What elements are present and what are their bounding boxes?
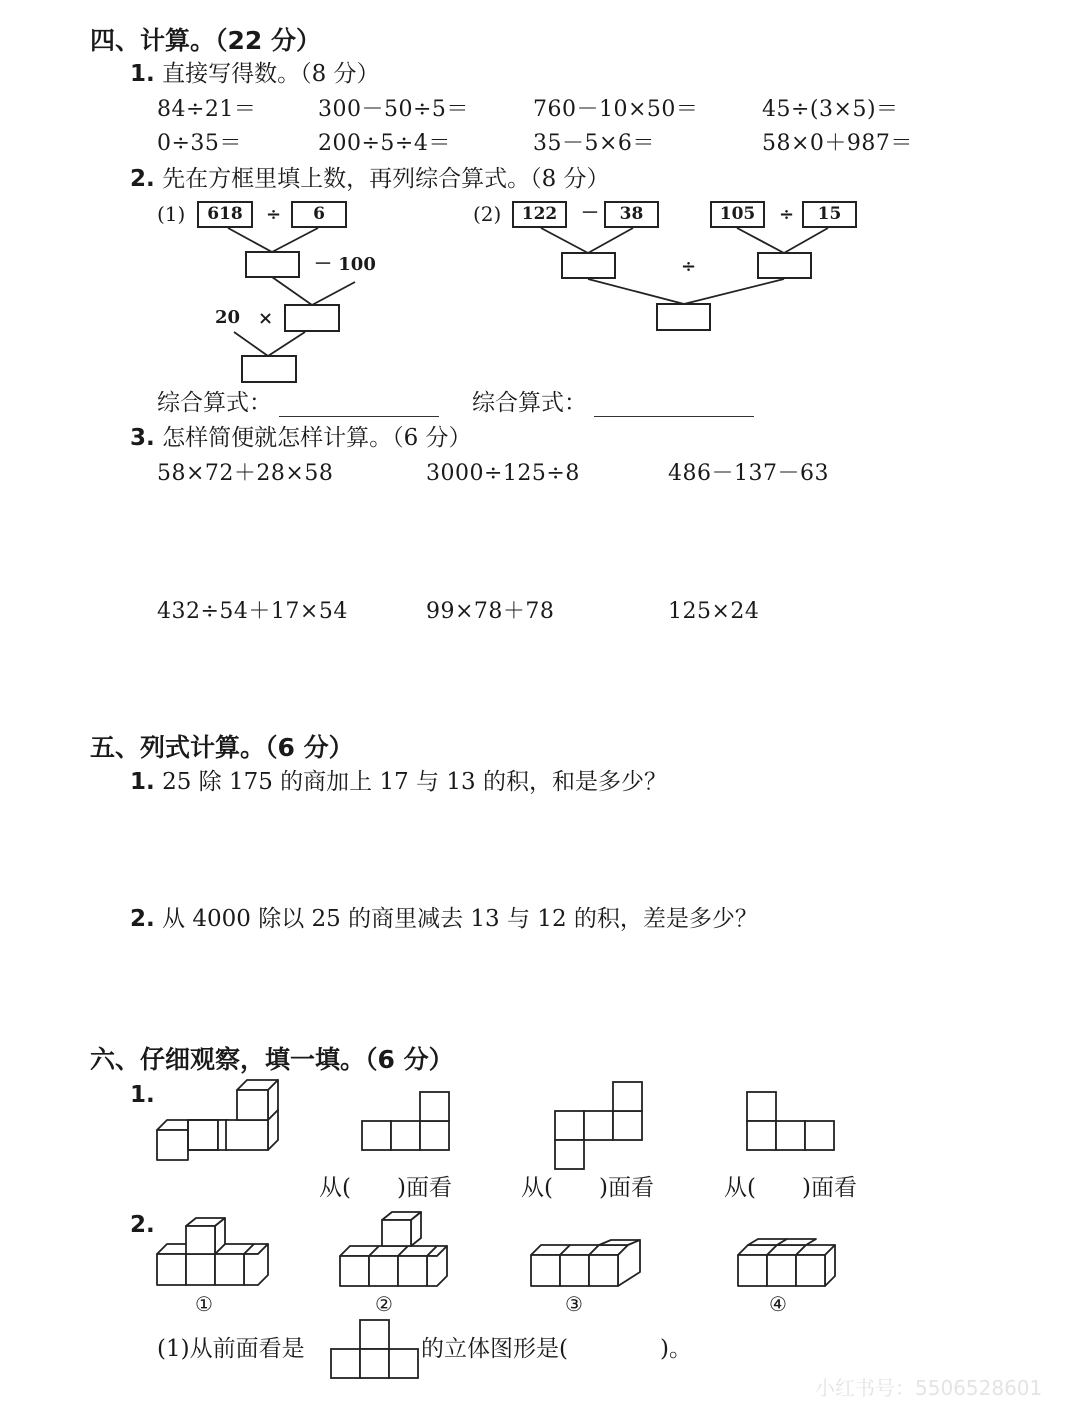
figure-label-3: ③ — [565, 1292, 583, 1316]
q6-2-number: 2. — [130, 1212, 155, 1238]
number-20: 20 — [215, 307, 241, 328]
box-105: 105 — [710, 201, 765, 228]
section-5-title: 五、列式计算。（6 分） — [90, 733, 354, 762]
q4-3-title: 怎样简便就怎样计算。（6 分） — [162, 425, 472, 451]
multiply-operator: × — [258, 308, 274, 329]
q6-1-number: 1. — [130, 1082, 155, 1108]
box-6: 6 — [291, 201, 347, 228]
q6-2-sub1-prefix: (1)从前面看是 — [157, 1336, 305, 1362]
view-label-2: 从( )面看 — [521, 1175, 654, 1201]
simplify-calc-item: 486－137－63 — [668, 461, 829, 486]
oral-calc-item: 35－5×6＝ — [533, 131, 655, 156]
q5-2-text: 从 4000 除以 25 的商里减去 13 与 12 的积，差是多少？ — [162, 906, 758, 932]
divide-operator: ÷ — [681, 256, 697, 277]
formula-label-2: 综合算式： — [472, 390, 587, 416]
q4-3-number: 3. — [130, 425, 155, 451]
simplify-calc-item: 3000÷125÷8 — [426, 461, 580, 486]
oral-calc-item: 58×0＋987＝ — [762, 131, 913, 156]
oral-calc-item: 200÷5÷4＝ — [318, 131, 451, 156]
box-618: 618 — [197, 201, 253, 228]
oral-calc-item: 300－50÷5＝ — [318, 97, 469, 122]
q4-2-number: 2. — [130, 166, 155, 192]
divide-operator: ÷ — [779, 204, 795, 225]
q4-1-title: 直接写得数。（8 分） — [162, 61, 380, 87]
q4-1-number: 1. — [130, 61, 155, 87]
minus-100-label: － 100 — [314, 254, 376, 275]
figure-label-1: ① — [195, 1292, 213, 1316]
q4-2-title: 先在方框里填上数，再列综合算式。（8 分） — [162, 166, 610, 192]
box-15: 15 — [802, 201, 857, 228]
view-label-1: 从( )面看 — [319, 1175, 452, 1201]
simplify-calc-item: 99×78＋78 — [426, 599, 555, 624]
simplify-calc-item: 125×24 — [668, 599, 760, 624]
box-122: 122 — [512, 201, 567, 228]
q5-1-number: 1. — [130, 769, 155, 795]
oral-calc-item: 0÷35＝ — [157, 131, 242, 156]
section-4-title: 四、计算。（22 分） — [90, 26, 321, 55]
divide-operator: ÷ — [266, 204, 282, 225]
q5-1-text: 25 除 175 的商加上 17 与 13 的积，和是多少？ — [162, 769, 667, 795]
box-38: 38 — [604, 201, 659, 228]
oral-calc-item: 760－10×50＝ — [533, 97, 699, 122]
part-2-label: (2) — [473, 202, 502, 226]
watermark-text: 小红书号：5506528601 — [815, 1376, 1043, 1400]
formula-label-1: 综合算式： — [157, 390, 272, 416]
q6-2-sub1-suffix: 的立体图形是( )。 — [421, 1336, 692, 1362]
minus-operator: － — [581, 203, 599, 224]
oral-calc-item: 84÷21＝ — [157, 97, 257, 122]
q5-2-number: 2. — [130, 906, 155, 932]
figure-label-4: ④ — [769, 1292, 787, 1316]
oral-calc-item: 45÷(3×5)＝ — [762, 97, 899, 122]
simplify-calc-item: 58×72＋28×58 — [157, 461, 334, 486]
view-label-3: 从( )面看 — [724, 1175, 857, 1201]
section-6-title: 六、仔细观察，填一填。（6 分） — [90, 1045, 454, 1074]
simplify-calc-item: 432÷54＋17×54 — [157, 599, 348, 624]
figure-label-2: ② — [375, 1292, 393, 1316]
part-1-label: (1) — [157, 202, 186, 226]
